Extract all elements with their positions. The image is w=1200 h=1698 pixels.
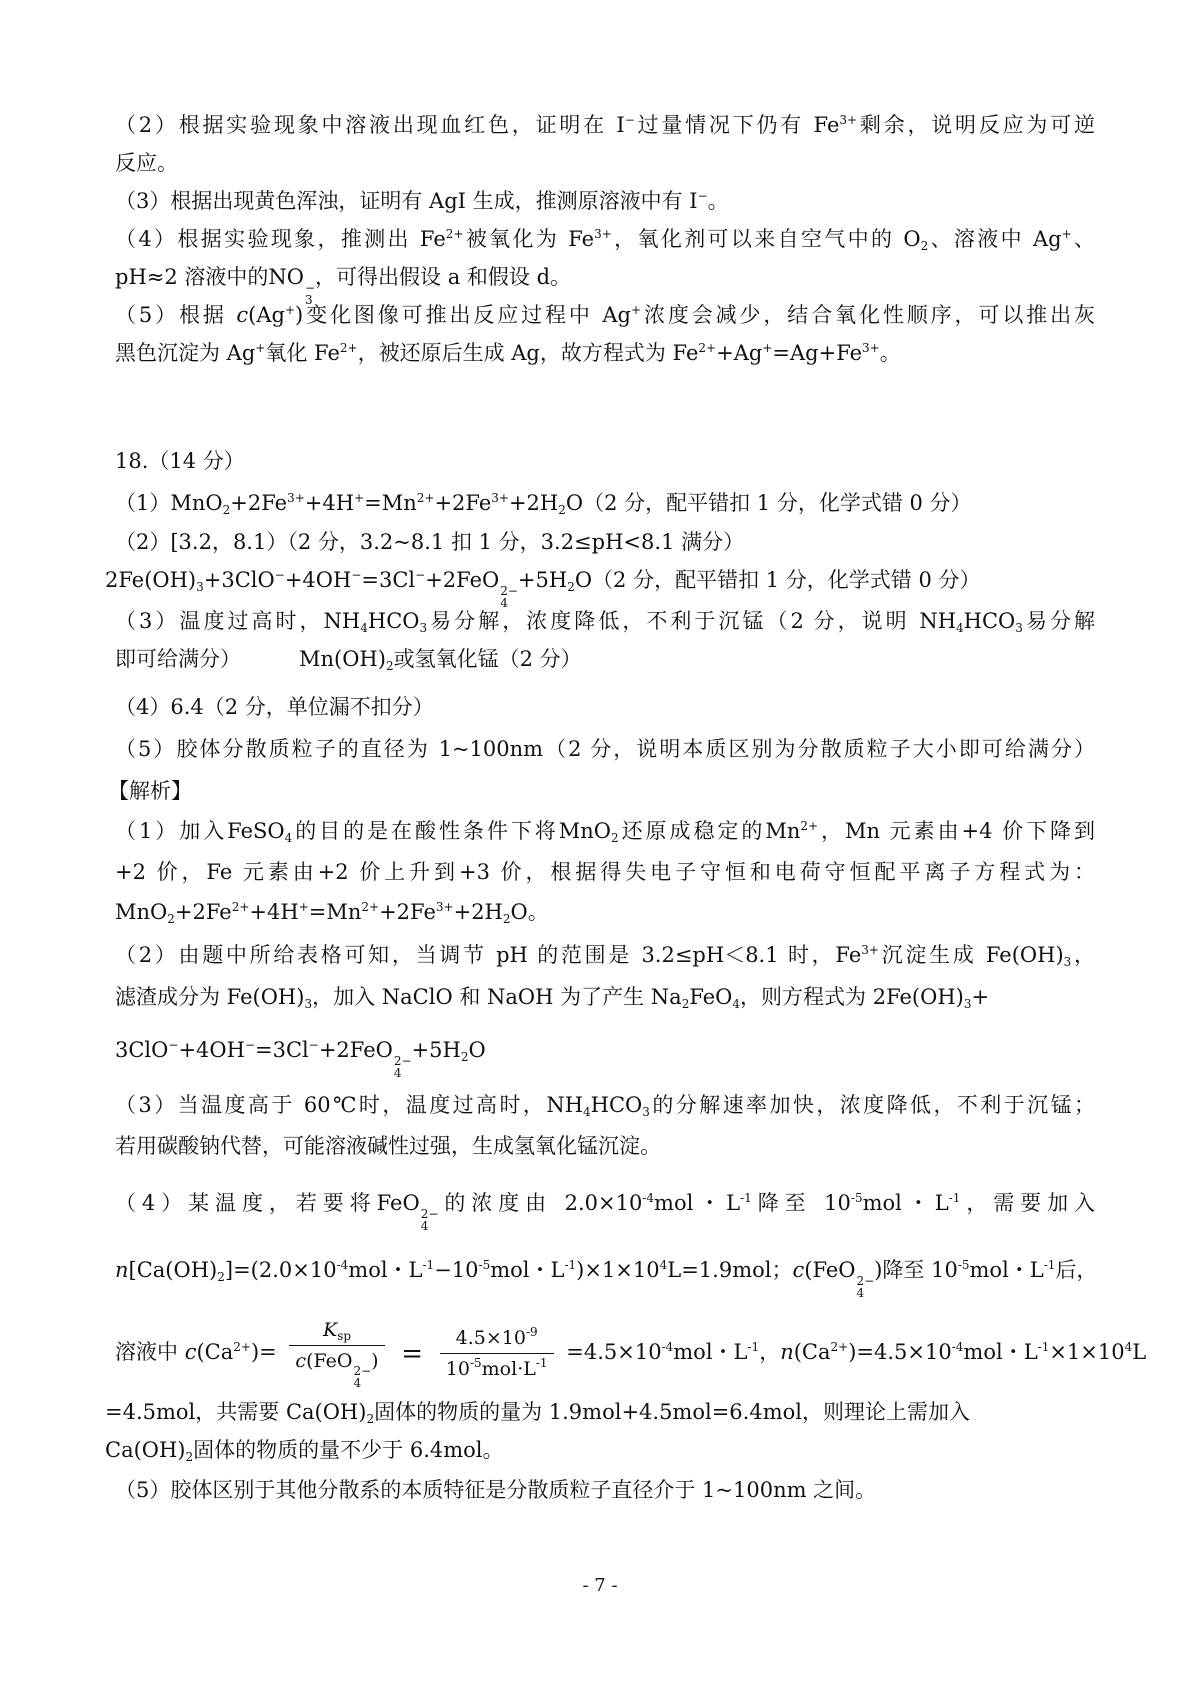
analysis-4-line-1: （4）某温度，若要将FeO 2− 4 的浓度由 $2.0\times 10^{-4}mol$・$L^{-1}$降至 $10^{-5}mol$・$L^{-1}$，需要加入 [115, 1191, 1096, 1233]
question-18-answer-5: （5）胶体分散质粒子的直径为 1~100nm（2 分，说明本质区别为分散质粒子大小即可给满分） [115, 737, 1095, 761]
question-18-answer-1: $(1)MnO_2+2Fe^{3+}+4H^+=Mn^{2+}+2Fe^{3+}+2H_2O(2$ 分，配平错扣 1 分，化学式错 0 分） [115, 491, 972, 517]
analysis-1-line-3: $MnO_2+2Fe^{2+}+4H^+=Mn^{2+}+2Fe^{3+}+2H_2O$。 [115, 900, 549, 926]
analysis-4-line-3: 溶液中 $c(Ca^{2+})=$ $K_{sp}$ c(FeO 2− 4 ) = $\frac{4.5\times 10^{-9}}{10^{-5}mol\cdot L^{-1}}$ $=4.5\times 10^{-4}mol$・$L^{-1}$，$n(Ca^{2+})=4.5\times 10^{-4}mol$・$L^{-1}\times 1\times 10^4L$ [115, 1319, 1147, 1390]
analysis-4-line-5: $Ca(OH)_2$固体的物质的量不少于 6.4mol。 [105, 1438, 504, 1464]
page-number: - 7 - [582, 1575, 618, 1596]
analysis-4-line-4: =4.5mol，共需要 $Ca(OH)_2$固体的物质的量为 1.9mol+4.5mol=6.4mol，则理论上需加入 [105, 1400, 970, 1426]
analysis-2-line-2: 滤渣成分为 $Fe(OH)_3$，加入 NaClO 和 NaOH 为了产生 $Na_2FeO_4$，则方程式为 $2Fe(OH)_3+$ [115, 985, 990, 1011]
analysis-2-line-1: （2）由题中所给表格可知，当调节 pH 的范围是 3.2≤pH＜8.1 时，$Fe^{3+}$沉淀生成 $Fe(OH)_3$， [115, 943, 1096, 969]
question-18-answer-2: （2）[3.2，8.1）（2 分，3.2~8.1 扣 1 分，3.2≤pH<8.1 满分） [115, 530, 745, 554]
para-2-line-1: （2）根据实验现象中溶液出现血红色，证明在 I−过量情况下仍有 $Fe^{3+}$剩余，说明反应为可逆 [115, 113, 1096, 137]
analysis-4-line-2: $n[Ca(OH)_2]=(2.0\times 10^{-4}mol$・$L^{-1}-10^{-5}mol$・$L^{-1})\times 1\times 10^4L=1.9mol$；c(FeO 2− 4 )降至 $10^{-5}mol$・$L^{-1}$后， [115, 1258, 1098, 1300]
para-5-line-1: （5）根据 c(Ag+)变化图像可推出反应过程中 Ag+浓度会减少，结合氧化性顺序，可以推出灰 [115, 303, 1095, 327]
analysis-3-line-2: 若用碳酸钠代替，可能溶液碱性过强，生成氢氧化锰沉淀。 [115, 1134, 661, 1158]
para-3: （3）根据出现黄色浑浊，证明有 AgI 生成，推测原溶液中有 I−。 [115, 189, 729, 213]
question-18-answer-4: （4）6.4（2 分，单位漏不扣分） [115, 695, 434, 719]
analysis-5: （5）胶体区别于其他分散系的本质特征是分散质粒子直径介于 1~100nm 之间。 [115, 1478, 877, 1502]
analysis-heading: 【解析】 [108, 779, 192, 803]
analysis-3-line-1: （3）当温度高于 60℃时，温度过高时，$NH_4HCO_3$的分解速率加快，浓度降低，不利于沉锰； [115, 1093, 1096, 1119]
question-18-answer-2-equation: $2Fe(OH)_3+3ClO^-+4OH^-=3Cl^-+2FeO$ 2− 4 $+5H_2O(2$ 分，配平错扣 1 分，化学式错 0 分） [105, 568, 981, 610]
question-18-answer-3-line-2: 即可给满分） $Mn(OH)_2$或氢氧化锰（2 分） [115, 647, 582, 673]
ksp-fraction: $K_{sp}$ c(FeO 2− 4 ) [289, 1318, 384, 1389]
question-18-answer-3-line-1: （3）温度过高时，$NH_4HCO_3$易分解，浓度降低，不利于沉锰（2 分，说明 $NH_4HCO_3$易分解 [115, 609, 1095, 635]
analysis-1-line-1: （1）加入FeSO$_4$的目的是在酸性条件下将MnO$_2$还原成稳定的$Mn^{2+}$，Mn 元素由+4 价下降到 [115, 819, 1095, 845]
question-18-heading: 18.（14 分） [115, 449, 245, 473]
para-5-line-2: 黑色沉淀为 Ag+氧化 $Fe^{2+}$，被还原后生成 Ag，故方程式为 $Fe^{2+}+Ag^+=Ag+Fe^{3+}$。 [115, 341, 901, 365]
analysis-2-line-3: 3ClO−+4OH−=3Cl−+2FeO 2− 4 $+5H_2O$ [115, 1038, 486, 1080]
value-fraction: $\frac{4.5\times 10^{-9}}{10^{-5}mol\cdot L^{-1}}$ [440, 1326, 554, 1381]
para-4-line-1: （4）根据实验现象，推测出 $Fe^{2+}$被氧化为 $Fe^{3+}$，氧化剂可以来自空气中的 $O_2$、溶液中 Ag+、 [115, 227, 1096, 253]
analysis-1-line-2: +2 价，Fe 元素由+2 价上升到+3 价，根据得失电子守恒和电荷守恒配平离子方程式为： [115, 860, 1095, 884]
para-2-line-2: 反应。 [115, 151, 178, 175]
para-4-line-2: pH≈2 溶液中的NO − 3 ，可得出假设 a 和假设 d。 [115, 265, 572, 307]
